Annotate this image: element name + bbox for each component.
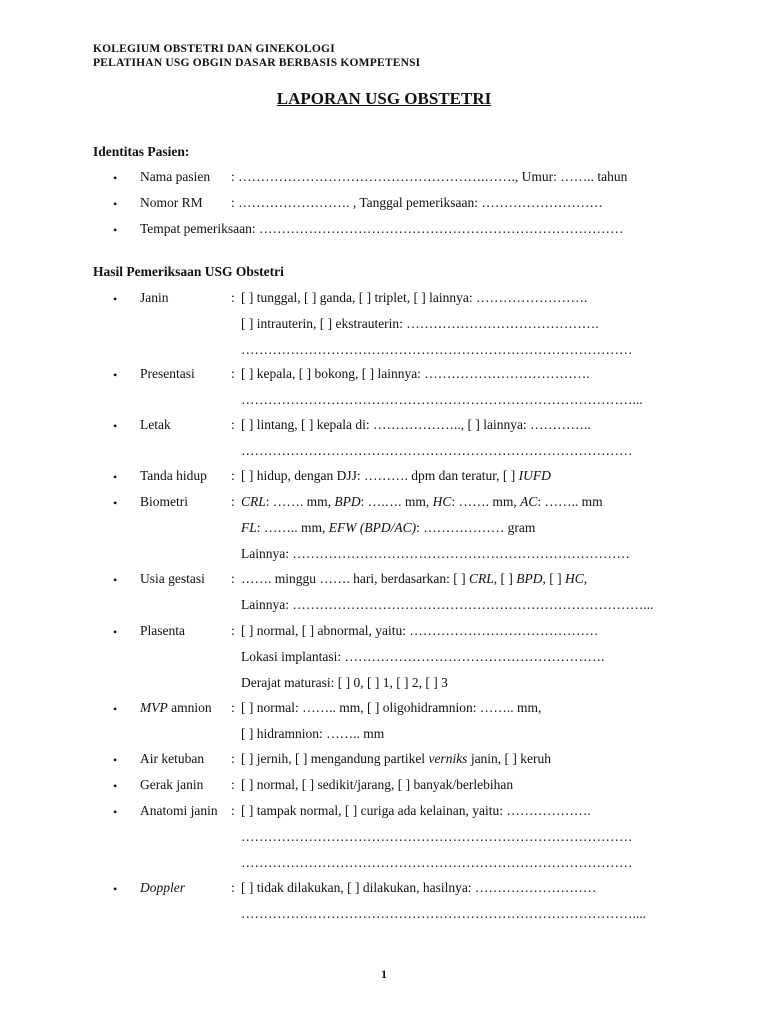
header-program: PELATIHAN USG OBGIN DASAR BERBASIS KOMPETENSI (93, 57, 421, 69)
text: amnion (167, 700, 212, 715)
field-hidramnion[interactable]: [ ] hidramnion: …….. mm (241, 726, 385, 741)
text: janin, [ ] keruh (467, 751, 552, 766)
colon: : (231, 777, 235, 792)
field-tempat-pemeriksaan[interactable]: Tempat pemeriksaan: ……………………………………………………………………… (140, 221, 624, 236)
bullet: • (113, 197, 118, 211)
field-biometri-2[interactable] (241, 520, 535, 536)
term-fl: FL (241, 520, 257, 535)
field-lokasi-implantasi[interactable]: Lokasi implantasi: …………………………………………………. (241, 649, 605, 664)
field-mvp[interactable]: [ ] normal: …….. mm, [ ] oligohidramnion: …….. mm, (241, 700, 542, 715)
label-nomor-rm: Nomor RM (140, 195, 203, 210)
field-anatomi-extra-1[interactable]: …………………………………………………………………………… (241, 829, 633, 844)
field-presentasi-extra[interactable]: ……………………………………………………………………………... (241, 392, 643, 407)
colon: : (231, 417, 235, 432)
bullet: • (113, 702, 118, 716)
label-tanda-hidup: Tanda hidup (140, 468, 207, 483)
section-identity-heading: Identitas Pasien: (93, 144, 190, 159)
header-institution: KOLEGIUM OBSTETRI DAN GINEKOLOGI (93, 43, 335, 55)
text: [ ] hidup, dengan DJJ: ………. dpm dan teratur, [ ] (241, 468, 519, 483)
field-nama-umur[interactable]: : ……………………………………………….……., Umur: …….. tahun (231, 169, 628, 184)
bullet: • (113, 779, 118, 793)
field-tanda-hidup[interactable] (241, 468, 551, 484)
bullet: • (113, 753, 118, 767)
field-gerak-janin[interactable]: [ ] normal, [ ] sedikit/jarang, [ ] banyak/berlebihan (241, 777, 514, 792)
colon: : (231, 571, 235, 586)
colon: : (231, 751, 235, 766)
field-rm-tanggal[interactable]: : ……………………. , Tanggal pemeriksaan: ……………………… (231, 195, 603, 210)
colon: : (231, 468, 235, 483)
label-usia-gestasi: Usia gestasi (140, 571, 205, 586)
field-janin-extra[interactable]: …………………………………………………………………………… (241, 342, 633, 357)
field-letak[interactable]: [ ] lintang, [ ] kepala di: ……………….., [ ] lainnya: ………….. (241, 417, 591, 432)
bullet: • (113, 171, 118, 185)
page-number: 1 (381, 967, 387, 981)
bullet: • (113, 470, 118, 484)
label-mvp-amnion (140, 700, 212, 716)
colon: : (231, 290, 235, 305)
bullet: • (113, 882, 118, 896)
bullet: • (113, 368, 118, 382)
text: : ….…. mm, (360, 494, 433, 509)
field-air-ketuban[interactable] (241, 751, 551, 767)
bullet: • (113, 223, 118, 237)
field-biometri-1[interactable] (241, 494, 603, 510)
term-crl: CRL (241, 494, 266, 509)
bullet: • (113, 419, 118, 433)
text: : …….. mm (537, 494, 603, 509)
term-crl: CRL (468, 571, 494, 586)
field-presentasi[interactable]: [ ] kepala, [ ] bokong, [ ] lainnya: ………………………………. (241, 366, 590, 381)
field-doppler[interactable]: [ ] tidak dilakukan, [ ] dilakukan, hasilnya: ……………………… (241, 880, 597, 895)
field-usia-gestasi[interactable] (241, 571, 587, 587)
text: [ ] jernih, [ ] mengandung partikel (241, 751, 429, 766)
label-biometri: Biometri (140, 494, 188, 509)
bullet: • (113, 496, 118, 510)
colon: : (231, 803, 235, 818)
term-verniks: verniks (428, 751, 468, 766)
colon: : (231, 494, 235, 509)
text: : …….. mm, (256, 520, 329, 535)
field-derajat-maturasi[interactable]: Derajat maturasi: [ ] 0, [ ] 1, [ ] 2, [ ] 3 (241, 675, 448, 690)
bullet: • (113, 805, 118, 819)
document-title: LAPORAN USG OBSTETRI (276, 89, 492, 108)
bullet: • (113, 292, 118, 306)
label-presentasi: Presentasi (140, 366, 195, 381)
term-bpd: BPD (516, 571, 543, 586)
field-plasenta[interactable]: [ ] normal, [ ] abnormal, yaitu: …………………………………… (241, 623, 599, 638)
label-nama-pasien: Nama pasien (140, 169, 211, 184)
label-doppler: Doppler (140, 880, 185, 895)
field-janin-jumlah[interactable]: [ ] tunggal, [ ] ganda, [ ] triplet, [ ] lainnya: ……………………. (241, 290, 588, 305)
field-janin-lokasi[interactable]: [ ] intrauterin, [ ] ekstrauterin: ……………………………………. (241, 316, 599, 331)
field-usia-lainnya[interactable]: Lainnya: ……………………………………………………………………... (241, 597, 654, 612)
text: : ……. mm, (265, 494, 335, 509)
text: , [ ] (493, 571, 517, 586)
colon: : (231, 880, 235, 895)
field-doppler-extra[interactable]: …………………………………………………………………………….... (241, 906, 646, 921)
text: , (583, 571, 588, 586)
field-anatomi-extra-2[interactable]: …………………………………………………………………………… (241, 855, 633, 870)
text: ……. minggu ……. hari, berdasarkan: [ ] (241, 571, 469, 586)
label-air-ketuban: Air ketuban (140, 751, 205, 766)
label-anatomi-janin: Anatomi janin (140, 803, 218, 818)
label-letak: Letak (140, 417, 171, 432)
colon: : (231, 700, 235, 715)
field-letak-extra[interactable]: …………………………………………………………………………… (241, 443, 633, 458)
term-ac: AC (520, 494, 538, 509)
colon: : (231, 623, 235, 638)
bullet: • (113, 625, 118, 639)
text: : ……………… gram (416, 520, 536, 535)
section-results-heading: Hasil Pemeriksaan USG Obstetri (93, 264, 284, 279)
term-mvp: MVP (140, 700, 168, 715)
label-janin: Janin (140, 290, 169, 305)
field-anatomi-janin[interactable]: [ ] tampak normal, [ ] curiga ada kelainan, yaitu: ………………. (241, 803, 591, 818)
text: , [ ] (542, 571, 565, 586)
colon: : (231, 366, 235, 381)
bullet: • (113, 573, 118, 587)
text-iufd: IUFD (518, 468, 551, 483)
text: : ……. mm, (451, 494, 521, 509)
field-biometri-lainnya[interactable]: Lainnya: ………………………………………………………………… (241, 546, 630, 561)
label-plasenta: Plasenta (140, 623, 185, 638)
term-efw: EFW (BPD/AC) (328, 520, 417, 535)
term-hc: HC (564, 571, 584, 586)
label-gerak-janin: Gerak janin (140, 777, 204, 792)
term-hc: HC (432, 494, 452, 509)
term-bpd: BPD (334, 494, 361, 509)
